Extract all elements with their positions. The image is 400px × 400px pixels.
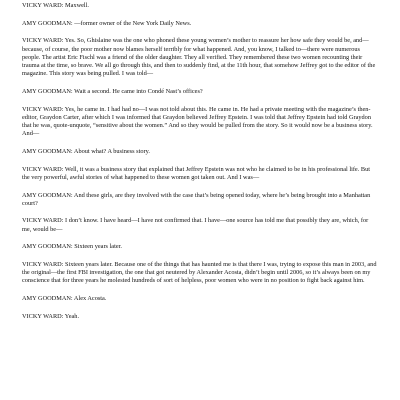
- transcript-body: [22, 2, 378, 331]
- transcript-paragraph: VICKY WARD: Maxwell.: [22, 2, 89, 9]
- transcript-paragraph: VICKY WARD: I don’t know. I have heard—I have not confirmed that. I have—one source has told me that possibly they are, which, for me, would be—: [22, 217, 369, 233]
- transcript-paragraph: AMY GOODMAN: Sixteen years later.: [22, 243, 122, 251]
- transcript-paragraph: AMY GOODMAN: Alex Acosta.: [22, 295, 107, 303]
- transcript-paragraph: VICKY WARD: Well, it was a business story that explained that Jeffrey Epstein was not who he claimed to be in his professional life. But the very powerful, awful stories of what happened to these women got taken out. And I was—: [22, 165, 370, 181]
- transcript-paragraph: VICKY WARD: Yeah.: [22, 312, 80, 320]
- transcript-paragraph: AMY GOODMAN: Wait a second. He came into Condé Nast’s offices?: [22, 87, 203, 95]
- transcript-paragraph: AMY GOODMAN: And these girls, are they involved with the case that’s being opened today, where he’s being brought into a Manhattan court?: [22, 191, 371, 207]
- transcript-paragraph: VICKY WARD: Yes. So, Ghislaine was the one who phoned these young women’s mother to reassure her how safe they would be, and—because, of course, the poor mother now blames herself terribly for what happened. And, you know, I talked to—there were numerous people. The artist Eric Fischl was a friend of the older daughter. They all verified. They remembered these two women recounting their trauma at the time, so brave. We all go through this, and then to suddenly find, at the 11th hour, that somehow Jeffrey got to the editor of the magazine. This story was being pulled. I was told—: [22, 37, 376, 78]
- transcript-paragraph: AMY GOODMAN: —former owner of the New York Daily News.: [22, 19, 192, 27]
- transcript-paragraph: AMY GOODMAN: About what? A business story.: [22, 147, 150, 155]
- transcript-paragraph: VICKY WARD: Sixteen years later. Because one of the things that has haunted me is that there I was, trying to expose this man in 2003, and the original—the first FBI investigation, the one that got neutered by Alexander Acosta, didn’t begin until 2006, so it’s always been on my conscience that for three years he molested hundreds of sort of helpless, poor women who were in no position to fight back against him.: [22, 261, 377, 285]
- transcript-paragraph: VICKY WARD: Yes, he came in. I had had no—I was not told about this. He came in. He had a private meeting with the magazine’s then-editor, Graydon Carter, after which I was informed that Graydon believed Jeffrey Epstein. I was told that Jeffrey Epstein had told Graydon that he was, quote-unquote, “sensitive about the women.” And so they would be pulled from the story. So it would now be a business story. And—: [22, 105, 373, 138]
